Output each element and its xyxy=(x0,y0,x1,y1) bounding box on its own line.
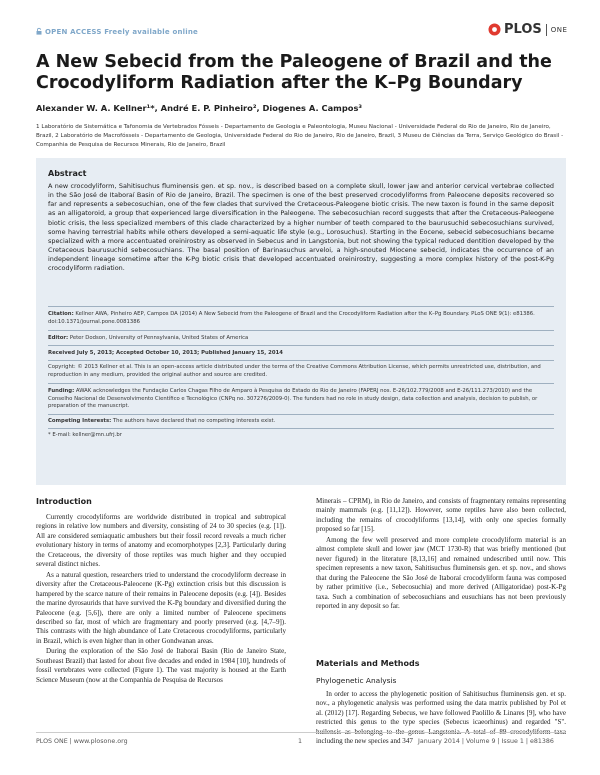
article-dates: Received July 5, 2013; Accepted October 10, 2013; Published January 15, 2014 xyxy=(48,350,283,356)
logo-plos-text: PLOS xyxy=(504,22,542,37)
footer-journal[interactable]: PLOS ONE | www.plosone.org xyxy=(36,738,128,745)
right-paragraph-1: Minerais – CPRM), in Rio de Janeiro, and consists of fragmentary remains representing mainly mammals (e.g. [11,12]). However, some reptiles have also been collected, including the remains of crocodyliforms [13,14], with only one species formally proposed so far [15]. xyxy=(316,497,566,534)
intro-paragraph-3: During the exploration of the São José de Itaboraí Basin (Rio de Janeiro State, Southeast Brazil) that lasted for about five decades and ended in 1984 [10], hundreds of fossil vertebrates were collected (Figure 1). The vast majority is housed at the Earth Science Museum (now at the Companhia de Pesquisa de Recursos xyxy=(36,647,286,684)
plos-one-logo xyxy=(488,22,567,37)
editor-text: Peter Dodson, University of Pennsylvania, United States of America xyxy=(69,335,249,341)
meta-divider xyxy=(48,414,554,415)
competing-text: The authors have declared that no competing interests exist. xyxy=(112,418,276,424)
citation xyxy=(48,311,554,326)
left-column xyxy=(36,513,286,685)
corresponding-email[interactable]: * E-mail: kellner@mn.ufrj.br xyxy=(48,432,122,438)
abstract-heading: Abstract xyxy=(48,169,87,178)
funding-text: AWAK acknowledges the Fundação Carlos Chagas Filho de Amparo à Pesquisa do Estado do Rio de Janeiro (FAPERJ nos. E-26/102.779/2008 and E-26/111.273/2010) and the Conselho Nacional de Desenvolvimento Científico e Tecnológico (CNPq no. 307276/2009-0). The funders had no role in study design, data collection and analysis, decision to publish, or preparation of the manuscript. xyxy=(48,388,538,410)
abstract-divider xyxy=(48,306,554,307)
editor-label: Editor: xyxy=(48,335,69,341)
right-paragraph-2: Among the few well preserved and more complete crocodyliform material is an almost complete skull and lower jaw (MCT 1730-R) that was briefly mentioned (but never figured) in the literature [8,13,16] and remained undescribed until now. This specimen represents a new taxon, Sahitisuchus fluminensis gen. et sp. nov., and shows that during the Paleocene the São José de Itaboraí crocodyliform fauna was composed by rather primitive (i.e., Sebecosuchia) and more derived (Alligatoridae) post-K-Pg taxa. Such a combination of sebecosuchians and eusuchians has not been previously reported in any deposit so far. xyxy=(316,535,566,610)
meta-divider xyxy=(48,330,554,331)
abstract-text: A new crocodyliform, Sahitisuchus fluminensis gen. et sp. nov., is described based on a complete skull, lower jaw and anterior cervical vertebrae collected in the São José de Itaboraí Basin of Rio de Janeiro, Brazil. The specimen is one of the best preserved crocodyliforms from Paleocene deposits recovered so far and represents a sebecosuchian, one of the few clades that survived the Cretaceous-Paleogene biotic crisis. The new taxon is found in the same deposit as an alligatoroid, a group that experienced large diversification in the Paleogene. The sebecosuchian record suggests that after the Cretaceous-Paleogene biotic crisis, the less specialized members of this clade characterized by a higher number of teeth compared to the baurusuchid sebecosuchians survived, some having terrestrial habits while others developed a semi-aquatic life style (e.g., Lorosuchus). Starting in the Eocene, sebecid sebecosuchians became specialized with a more accentuated oreinirostry as observed in Sebecus and in Langstonia, but not showing the typical reduced dentition developed by the Cretaceous baurusuchid sebecosuchians. The basal position of Barinasuchus arveloi, a high-snouted Miocene sebecid, indicates the occurrence of an independent lineage sometime after the K-Pg biotic crisis that developed accentuated oreinirostry, suggesting a more complex history of the post-K-Pg crocodyliform radiation. xyxy=(48,182,554,273)
author-affiliations: 1 Laboratório de Sistemática e Tafonomia de Vertebrados Fósseis - Departamento de Geologia e Paleontologia, Museu Nacional - Universidade Federal do Rio de Janeiro, Rio de Janeiro, Brazil, 2 Laboratório de Macrofósseis - Departamento de Geologia, Universidade Federal do Rio de Janeiro, Rio de Janeiro, Brazil, 3 Museu de Ciências da Terra, Serviço Geológico do Brasil - Companhia de Pesquisa de Recursos Minerais, Rio de Janeiro, Brazil xyxy=(36,124,564,148)
citation-text: Kellner AWA, Pinheiro AEP, Campos DA (2014) A New Sebecid from the Paleogene of Brazil and the Crocodyliform Radiation after the K–Pg Boundary. PLoS ONE 9(1): e81386. doi:10.1371/journal.pone.0081386 xyxy=(48,311,535,325)
competing-interests xyxy=(48,418,554,426)
open-access-banner: OPEN ACCESS Freely available online xyxy=(36,28,198,36)
citation-label: Citation: xyxy=(48,311,74,317)
footer-page-number: 1 xyxy=(298,738,303,745)
intro-paragraph-2: As a natural question, researchers tried to understand the crocodyliform decrease in diversity after the Cretaceous-Paleocene (K-Pg) extinction crisis but this discussion is hampered by the scarce nature of their remains in Paleocene deposits (e.g. [4]). Besides the marine dyrosaurids that have survived the K-Pg boundary and diversified during the Paleocene (e.g. [5,6]), there are only a limited number of Paleocene specimens described so far, most of which are fragmentary and poorly preserved (e.g. [4,7–9]). This contrasts with the high abundance of Late Cretaceous crocodyliforms, particularly in Brazil, which is even higher than in other Gondwanan areas. xyxy=(36,570,286,645)
meta-divider xyxy=(48,345,554,346)
methods-heading: Materials and Methods xyxy=(316,659,420,668)
footer-issue: January 2014 | Volume 9 | Issue 1 | e81386 xyxy=(418,738,554,745)
logo-one-text: ONE xyxy=(550,25,568,34)
article-authors: Alexander W. A. Kellner¹*, André E. P. Pinheiro², Diogenes A. Campos³ xyxy=(36,103,363,113)
open-access-lock-icon xyxy=(36,28,42,35)
intro-heading: Introduction xyxy=(36,497,92,506)
phylogenetic-analysis-heading: Phylogenetic Analysis xyxy=(316,676,397,685)
funding-label: Funding: xyxy=(48,388,75,394)
copyright: Copyright: © 2013 Kellner et al. This is an open-access article distributed under the terms of the Creative Commons Attribution License, which permits unrestricted use, distribution, and reproduction in any medium, provided the original author and source are credited. xyxy=(48,364,541,378)
article-title: A New Sebecid from the Paleogene of Brazil and the Crocodyliform Radiation after the K–Pg Boundary xyxy=(36,52,552,93)
right-column xyxy=(316,497,566,611)
funding xyxy=(48,388,554,411)
right-paragraph-3: In order to access the phylogenetic position of Sahitisuchus fluminensis gen. et sp. nov., a phylogenetic analysis was performed using the data matrix published by Pol et al. (2012) [17]. Regarding Sebecus, we have followed Paolillo & Linares [9], who have restricted this genus to the type species (Sebecus icaeorhinus) and regarded "S". huilensis as belonging to the genus Langstonia. A total of 89 crocodyliform taxa including the new species and 347 xyxy=(316,690,566,746)
plos-logo-icon xyxy=(488,23,501,36)
meta-divider xyxy=(48,360,554,361)
footer-rule xyxy=(36,732,566,733)
intro-paragraph-1: Currently crocodyliforms are worldwide distributed in tropical and subtropical regions in relative low numbers and diversity, consisting of 24 to 30 species (e.g. [1]). All are considered semiaquatic ambushers but their fossil record reveals a much richer evolutionary history in terms of anatomy and ecomorphotypes [2,3]. Particularly during the Cretaceous, the diversity of those reptiles was much higher and they occupied several distinct niches. xyxy=(36,513,286,569)
editor xyxy=(48,335,554,343)
meta-divider xyxy=(48,428,554,429)
meta-divider xyxy=(48,383,554,384)
logo-divider xyxy=(546,24,547,36)
competing-label: Competing Interests: xyxy=(48,418,112,424)
